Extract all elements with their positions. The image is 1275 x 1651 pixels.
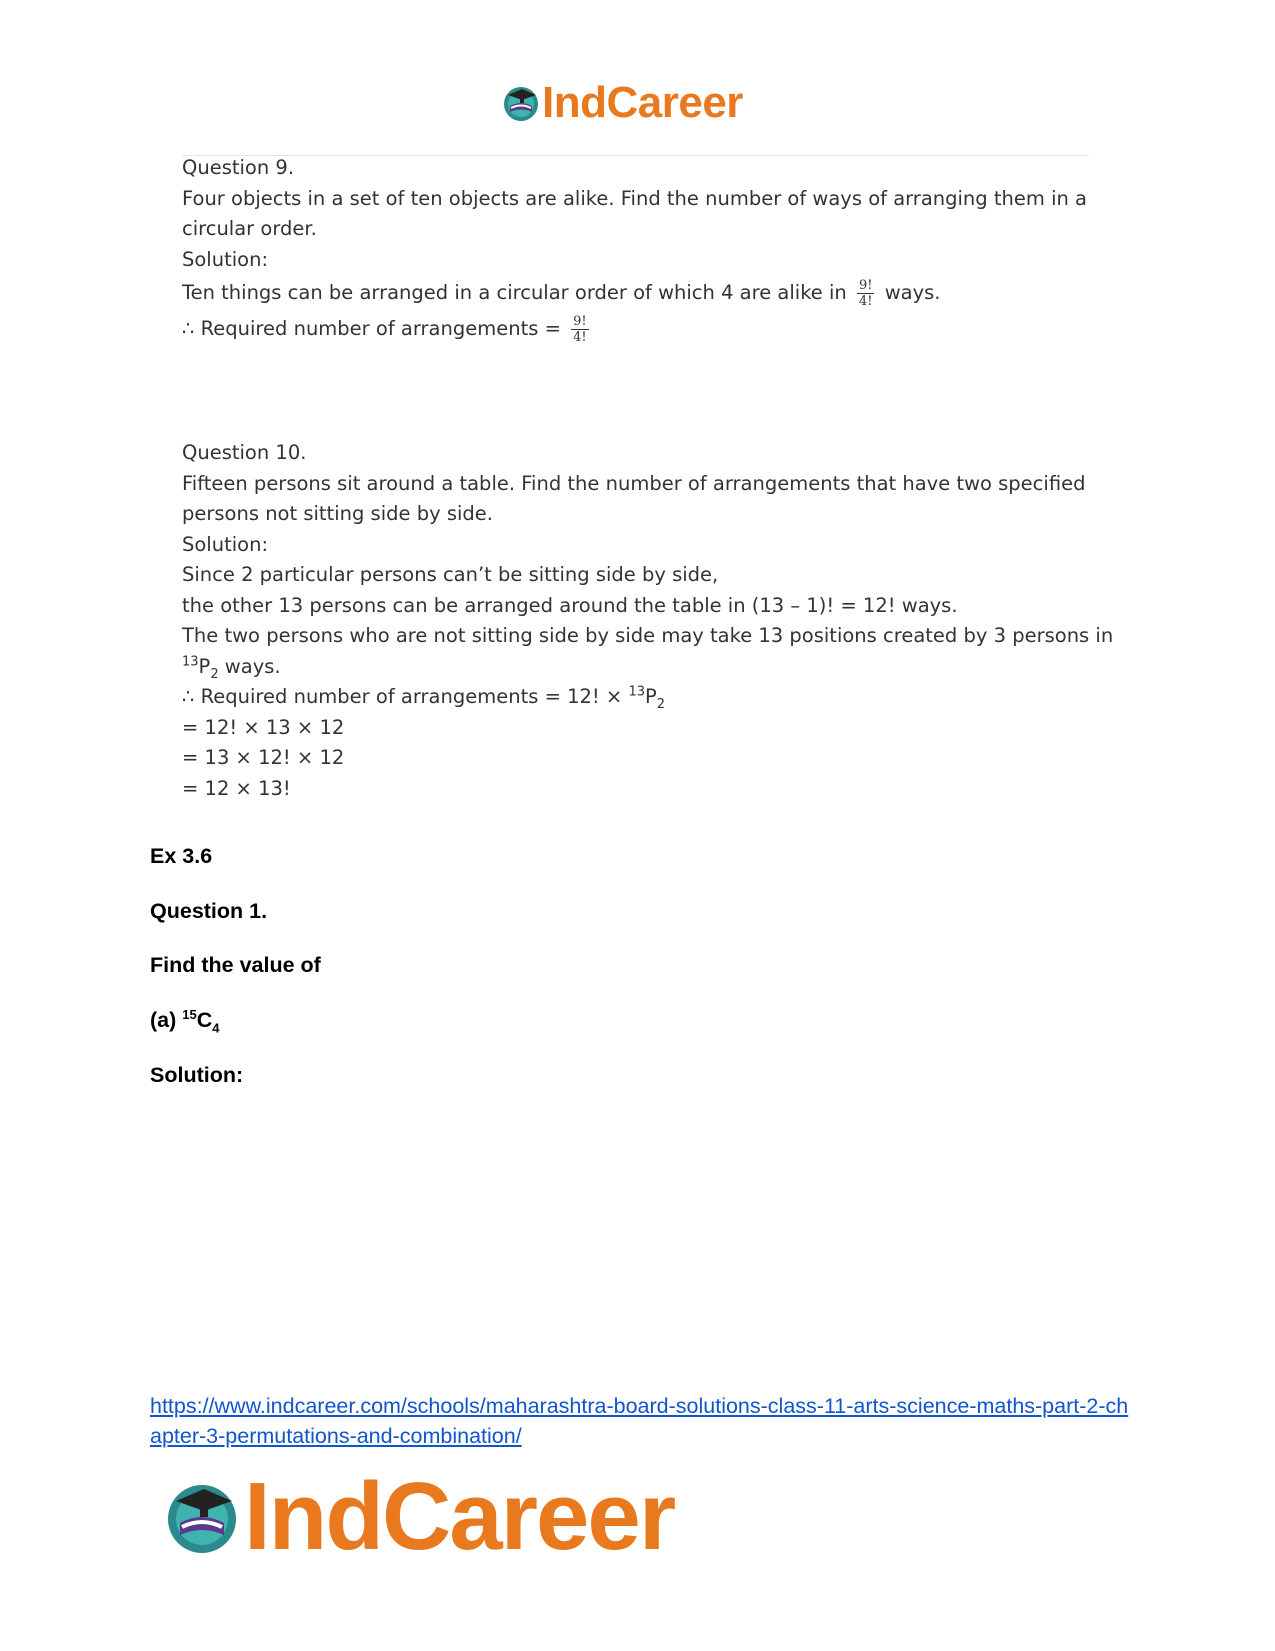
solution-label: Solution: bbox=[150, 1063, 244, 1087]
solution-text: ways. bbox=[884, 281, 941, 304]
permutation-symbol: P bbox=[645, 685, 657, 708]
part-label: (a) bbox=[150, 1008, 183, 1032]
combination-symbol: C bbox=[196, 1008, 213, 1032]
question-text: Find the value of bbox=[150, 953, 321, 977]
permutation-symbol: P bbox=[198, 654, 211, 678]
question-10 bbox=[182, 438, 1114, 804]
solution-text: ∴ Required number of arrangements = 12! × bbox=[182, 685, 629, 708]
solution-line bbox=[182, 311, 1102, 347]
superscript: 15 bbox=[182, 1006, 197, 1022]
solution-line: the other 13 persons can be arranged around the table in (13 – 1)! = 12! ways. bbox=[182, 593, 958, 617]
footer-logo bbox=[160, 1462, 674, 1572]
solution-line bbox=[182, 682, 1102, 713]
brand-wordmark: IndCareer bbox=[542, 78, 743, 127]
solution-line bbox=[182, 652, 1102, 683]
subscript: 2 bbox=[656, 696, 666, 712]
graduation-globe-icon bbox=[500, 82, 542, 124]
question-9 bbox=[182, 153, 1102, 347]
question-text: Four objects in a set of ten objects are alike. Find the number of ways of arranging them in a circular order. bbox=[182, 186, 1087, 240]
question-text: Fifteen persons sit around a table. Find the number of arrangements that have two specified persons not sitting side by side. bbox=[182, 471, 1086, 525]
subscript: 2 bbox=[210, 666, 219, 682]
fraction bbox=[571, 314, 589, 345]
question-title: Question 10. bbox=[182, 441, 307, 464]
solution-line bbox=[182, 275, 1102, 311]
superscript: 13 bbox=[628, 684, 646, 700]
solution-line: The two persons who are not sitting side by side may take 13 positions created by 3 persons in bbox=[182, 624, 1114, 647]
solution-text: ways. bbox=[218, 654, 281, 678]
fraction-denominator: 4! bbox=[573, 330, 587, 345]
fraction bbox=[857, 278, 875, 309]
source-link[interactable]: https://www.indcareer.com/schools/maharashtra-board-solutions-class-11-arts-science-maths-part-2-chapter-3-permutations-and-combination/ bbox=[150, 1394, 1129, 1448]
brand-wordmark: IndCareer bbox=[244, 1463, 675, 1570]
solution-line: Since 2 particular persons can’t be sitting side by side, bbox=[182, 563, 719, 586]
question-title: Question 9. bbox=[182, 156, 295, 179]
solution-text: ∴ Required number of arrangements = bbox=[182, 317, 561, 340]
solution-line: = 12! × 13 × 12 bbox=[182, 715, 345, 739]
fraction-denominator: 4! bbox=[858, 294, 873, 309]
fraction-numerator: 9! bbox=[858, 278, 873, 293]
solution-label: Solution: bbox=[182, 247, 269, 271]
solution-label: Solution: bbox=[182, 532, 269, 556]
fraction-numerator: 9! bbox=[573, 314, 587, 329]
header-logo bbox=[500, 78, 743, 128]
graduation-globe-icon bbox=[160, 1475, 244, 1559]
question-title: Question 1. bbox=[150, 899, 268, 923]
exercise-heading: Ex 3.6 bbox=[150, 844, 213, 868]
question-part bbox=[150, 1006, 220, 1036]
solution-line: = 12 × 13! bbox=[182, 776, 291, 800]
solution-text: Ten things can be arranged in a circular order of which 4 are alike in bbox=[182, 281, 847, 304]
solution-line: = 13 × 12! × 12 bbox=[182, 746, 345, 769]
subscript: 4 bbox=[212, 1020, 220, 1036]
superscript: 13 bbox=[182, 654, 199, 669]
